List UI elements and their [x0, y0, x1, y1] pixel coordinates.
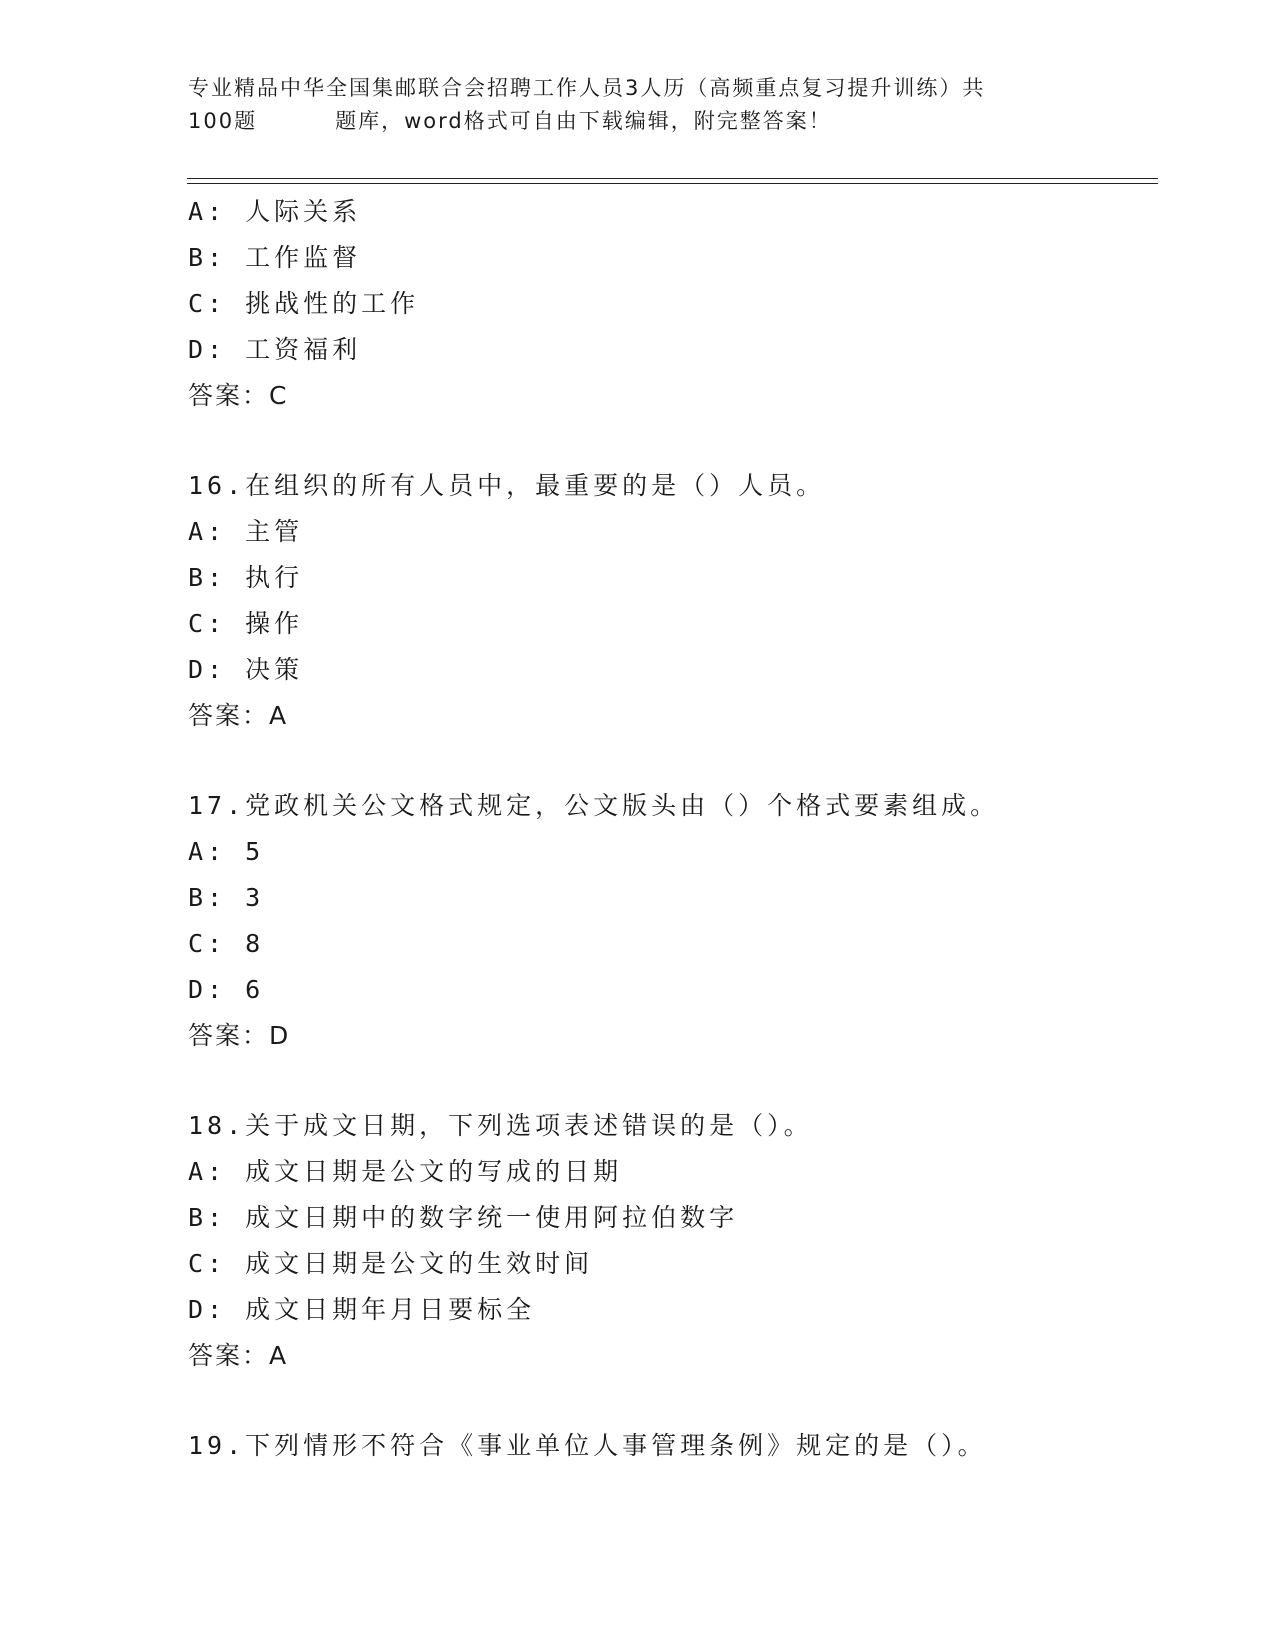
question-stem: 19.下列情形不符合《事业单位人事管理条例》规定的是（）。 [188, 1431, 987, 1460]
question-block-18 [188, 1103, 1148, 1379]
option-d: D: 决策 [188, 655, 304, 684]
option-d: D: 成文日期年月日要标全 [188, 1295, 536, 1324]
answer: 答案：C [188, 381, 289, 410]
document-header [188, 72, 1068, 138]
question-block-19 [188, 1423, 1148, 1469]
question-stem: 16.在组织的所有人员中，最重要的是（）人员。 [188, 471, 826, 500]
option-c: C: 操作 [188, 609, 304, 638]
header-rule-top [187, 178, 1158, 179]
question-stem: 18.关于成文日期，下列选项表述错误的是（）。 [188, 1111, 813, 1140]
answer: 答案：D [188, 1021, 291, 1050]
option-c: C: 成文日期是公文的生效时间 [188, 1249, 594, 1278]
option-b: B: 工作监督 [188, 243, 362, 272]
option-a: A: 成文日期是公文的写成的日期 [188, 1157, 623, 1186]
option-c: C: 挑战性的工作 [188, 289, 420, 318]
header-question-count: 100题 [188, 109, 258, 133]
option-a: A: 人际关系 [188, 197, 362, 226]
option-a: A: 主管 [188, 517, 304, 546]
option-c: C: 8 [188, 929, 265, 958]
option-d: D: 工资福利 [188, 335, 362, 364]
question-block-15 [188, 189, 1148, 419]
question-stem: 17.党政机关公文格式规定，公文版头由（）个格式要素组成。 [188, 791, 1000, 820]
question-block-17 [188, 783, 1148, 1059]
option-d: D: 6 [188, 975, 265, 1004]
option-b: B: 执行 [188, 563, 304, 592]
answer: 答案：A [188, 701, 289, 730]
header-line-1: 专业精品中华全国集邮联合会招聘工作人员3人历（高频重点复习提升训练）共 [188, 76, 986, 100]
answer: 答案：A [188, 1341, 289, 1370]
header-line-2 [188, 105, 1068, 138]
question-list [188, 189, 1148, 1469]
option-a: A: 5 [188, 837, 265, 866]
option-b: B: 成文日期中的数字统一使用阿拉伯数字 [188, 1203, 739, 1232]
question-block-16 [188, 463, 1148, 739]
option-b: B: 3 [188, 883, 265, 912]
header-rule-bottom [187, 183, 1158, 184]
header-description: 题库，word格式可自由下载编辑，附完整答案！ [335, 109, 832, 133]
